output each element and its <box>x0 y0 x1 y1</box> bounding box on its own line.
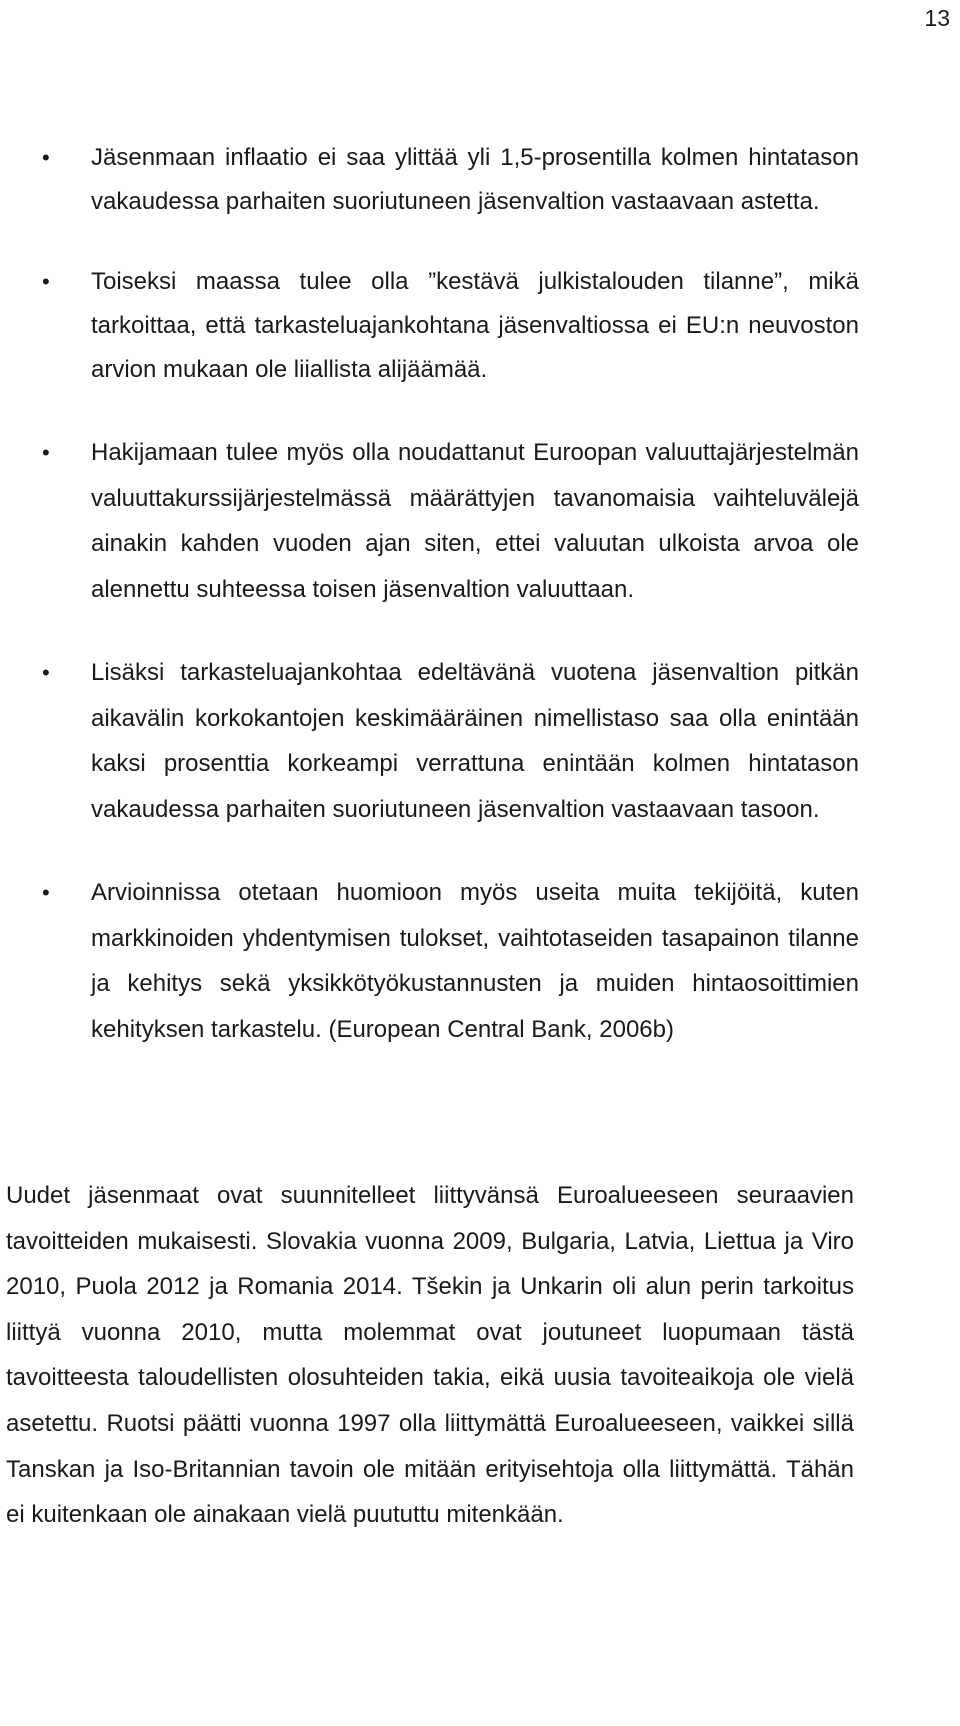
criteria-bullet-list <box>0 136 960 1090</box>
bullet-text: Toiseksi maassa tulee olla ”kestävä julkistalouden tilanne”, mikä tarkoittaa, että tarkasteluajankohtana jäsenvaltiossa ei EU:n neuvoston arvion mukaan ole liiallista alijäämää. <box>91 268 859 383</box>
page-number: 13 <box>924 5 950 31</box>
body-paragraph: Uudet jäsenmaat ovat suunnitelleet liittyvänsä Euroalueeseen seuraavien tavoitteiden mukaisesti. Slovakia vuonna 2009, Bulgaria, Latvia, Liettua ja Viro 2010, Puola 2012 ja Romania 2014. Tšekin ja Unkarin oli alun perin tarkoitus liittyä vuonna 2010, mutta molemmat ovat joutuneet luopumaan tästä tavoitteesta taloudellisten olosuhteiden takia, eikä uusia tavoiteaikoja ole vielä asetettu. Ruotsi päätti vuonna 1997 olla liittymättä Euroalueeseen, vaikkei sillä Tanskan ja Iso-Britannian tavoin ole mitään erityisehtoja olla liittymättä. Tähän ei kuitenkaan ole ainakaan vielä puututtu mitenkään. <box>6 1182 854 1529</box>
bullet-dot-icon: • <box>42 269 50 294</box>
bullet-dot-icon: • <box>42 145 50 170</box>
bullet-text: Hakijamaan tulee myös olla noudattanut Euroopan valuuttajärjestelmän valuuttakurssijärjestelmässä määrättyjen tavanomaisia vaihteluvälejä ainakin kahden vuoden ajan siten, ettei valuutan ulkoista arvoa ole alennettu suhteessa toisen jäsenvaltion valuuttaan. <box>91 439 859 603</box>
bullet-item-inflation <box>0 136 859 224</box>
bullet-item-interest-rate <box>0 650 859 832</box>
bullet-text: Jäsenmaan inflaatio ei saa ylittää yli 1,5-prosentilla kolmen hintatason vakaudessa parhaiten suoriutuneen jäsenvaltion vastaavaan astetta. <box>91 144 859 215</box>
bullet-dot-icon: • <box>42 880 50 905</box>
bullet-item-public-finance <box>0 260 859 392</box>
bullet-text: Arvioinnissa otetaan huomioon myös useita muita tekijöitä, kuten markkinoiden yhdentymisen tulokset, vaihtotaseiden tasapainon tilanne ja kehitys sekä yksikkötyökustannusten ja muiden hintaosoittimien kehityksen tarkastelu. (European Central Bank, 2006b) <box>91 879 859 1043</box>
bullet-item-other-factors <box>0 870 859 1052</box>
bullet-item-exchange-rate <box>0 430 859 612</box>
bullet-dot-icon: • <box>42 660 50 685</box>
bullet-dot-icon: • <box>42 440 50 465</box>
bullet-text: Lisäksi tarkasteluajankohtaa edeltävänä vuotena jäsenvaltion pitkän aikavälin korkokantojen keskimääräinen nimellistaso saa olla enintään kaksi prosenttia korkeampi verrattuna enintään kolmen hintatason vakaudessa parhaiten suoriutuneen jäsenvaltion vastaavaan tasoon. <box>91 659 859 823</box>
